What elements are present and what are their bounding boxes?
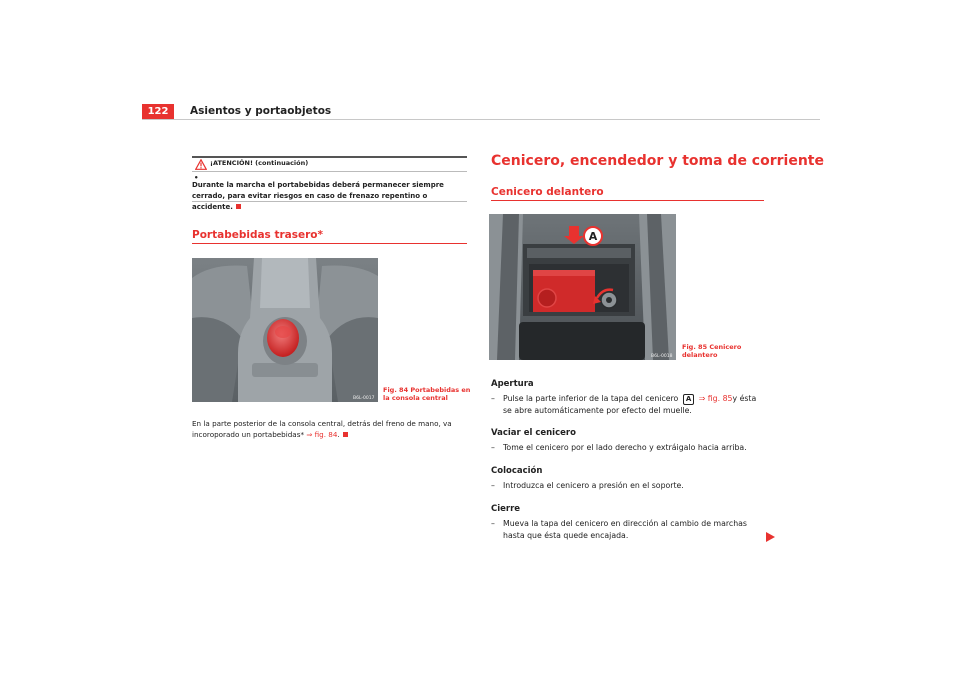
step-dash: – — [491, 481, 495, 490]
label-a-badge: A — [683, 394, 694, 405]
figure-84-rear-cup-holder — [192, 258, 378, 402]
step-heading-vaciar: Vaciar el cenicero — [491, 428, 576, 438]
warning-text-content: Durante la marcha el portabebidas deberá permanecer siempre cerrado, para evitar riesgos en caso de frenazo repentino o accidente. — [192, 181, 444, 211]
figure-84-code: B6L-0017 — [353, 396, 375, 401]
warning-bullet: • — [194, 174, 199, 182]
section-rule — [192, 243, 467, 244]
step-colocacion-text: Introduzca el cenicero a presión en el soporte. — [503, 481, 684, 490]
figure-85-front-ashtray — [489, 214, 676, 360]
rear-body-text: En la parte posterior de la consola central, detrás del freno de mano, va incoroporado un portabebidas* — [192, 419, 452, 439]
step-apertura-suffix: y ésta se abre automáticamente por efecto del muelle. — [503, 394, 757, 415]
header-rule — [142, 119, 820, 120]
next-page-arrow-icon[interactable] — [766, 532, 775, 542]
step-apertura-text: Pulse la parte inferior de la tapa del cenicero — [503, 394, 679, 403]
step-dash: – — [491, 394, 495, 403]
front-ashtray-heading: Cenicero delantero — [491, 186, 604, 198]
figure-85-caption: Fig. 85 Cenicero delantero — [682, 343, 742, 359]
figure-84-link[interactable]: ⇒ fig. 84 — [306, 430, 338, 439]
warning-triangle-icon — [195, 159, 207, 170]
step-dash: – — [491, 443, 495, 452]
rear-cup-holder-body — [192, 418, 467, 440]
step-cierre-text: Mueva la tapa del cenicero en dirección al cambio de marchas hasta que ésta quede encajada. — [503, 519, 747, 540]
section-rule — [491, 200, 764, 201]
step-vaciar — [491, 442, 766, 454]
figure-85-link[interactable]: ⇒ fig. 85 — [698, 394, 733, 403]
warning-header — [192, 158, 467, 172]
warning-text — [192, 180, 464, 213]
step-vaciar-text: Tome el cenicero por el lado derecho y extráigalo hacia arriba. — [503, 443, 747, 452]
rear-body-suffix: . — [337, 430, 340, 439]
warning-heading: ¡ATENCIÓN! (continuación) — [210, 159, 309, 167]
rear-cup-holder-heading: Portabebidas trasero* — [192, 229, 323, 241]
page-number: 122 — [142, 104, 174, 119]
warning-box — [192, 156, 467, 211]
step-heading-cierre: Cierre — [491, 504, 521, 514]
end-mark-icon — [343, 432, 348, 437]
step-heading-colocacion: Colocación — [491, 466, 543, 476]
figure-85-code: B6L-0018 — [651, 354, 673, 359]
figure-85-label-a: A — [588, 230, 598, 243]
header-title: Asientos y portaobjetos — [190, 105, 332, 117]
step-apertura — [491, 393, 766, 417]
ashtray-main-heading: Cenicero, encendedor y toma de corriente — [491, 153, 824, 169]
step-heading-apertura: Apertura — [491, 379, 534, 389]
end-mark-icon — [236, 204, 241, 209]
step-colocacion — [491, 480, 766, 492]
step-cierre — [491, 518, 766, 542]
figure-84-caption: Fig. 84 Portabebidas en la consola central — [383, 386, 471, 402]
step-dash: – — [491, 519, 495, 528]
